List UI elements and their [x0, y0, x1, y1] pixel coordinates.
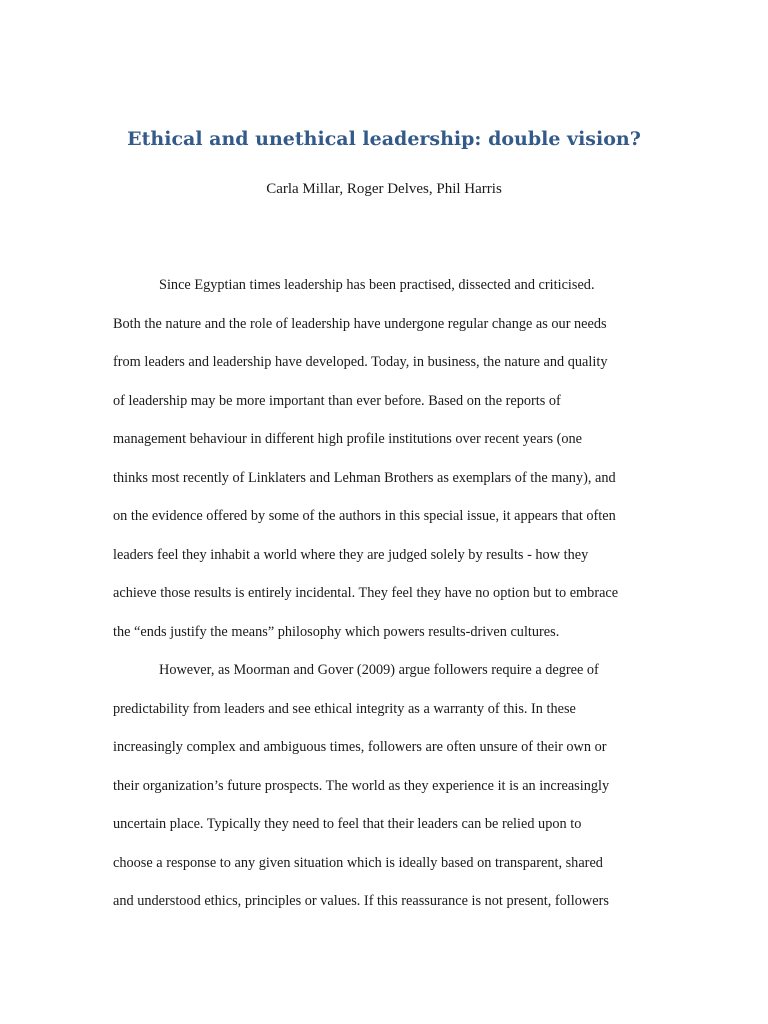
paragraph-line: their organization’s future prospects. The world as they experience it is an increasingly [113, 777, 610, 794]
paragraph-line: predictability from leaders and see ethical integrity as a warranty of this. In these [113, 700, 576, 717]
paragraph-line: Both the nature and the role of leadership have undergone regular change as our needs [113, 315, 607, 332]
body-text [113, 271, 653, 926]
paragraph-line: achieve those results is entirely incidental. They feel they have no option but to embrace [113, 585, 619, 601]
paragraph-line: and understood ethics, principles or values. If this reassurance is not present, followers [113, 893, 609, 909]
paragraph-line: leaders feel they inhabit a world where they are judged solely by results - how they [113, 546, 589, 563]
paragraph-line: increasingly complex and ambiguous times, followers are often unsure of their own or [113, 739, 607, 755]
paragraph-line: management behaviour in different high profile institutions over recent years (one [113, 431, 582, 447]
paragraph-line: choose a response to any given situation which is ideally based on transparent, shared [113, 854, 603, 871]
paragraph-line: thinks most recently of Linklaters and Lehman Brothers as exemplars of the many), and [113, 469, 616, 486]
paragraph-line: Since Egyptian times leadership has been practised, dissected and criticised. [159, 277, 595, 293]
paragraph-line: However, as Moorman and Gover (2009) argue followers require a degree of [159, 662, 599, 678]
paragraph-line: on the evidence offered by some of the authors in this special issue, it appears that often [113, 508, 616, 524]
paper-title: Ethical and unethical leadership: double vision? [127, 128, 641, 150]
paragraph-line: from leaders and leadership have developed. Today, in business, the nature and quality [113, 354, 608, 370]
paper-authors: Carla Millar, Roger Delves, Phil Harris [266, 181, 502, 197]
paragraph-line: uncertain place. Typically they need to feel that their leaders can be relied upon to [113, 816, 582, 832]
paragraph-line: the “ends justify the means” philosophy which powers results-driven cultures. [113, 623, 560, 640]
paragraph-line: of leadership may be more important than ever before. Based on the reports of [113, 392, 561, 409]
